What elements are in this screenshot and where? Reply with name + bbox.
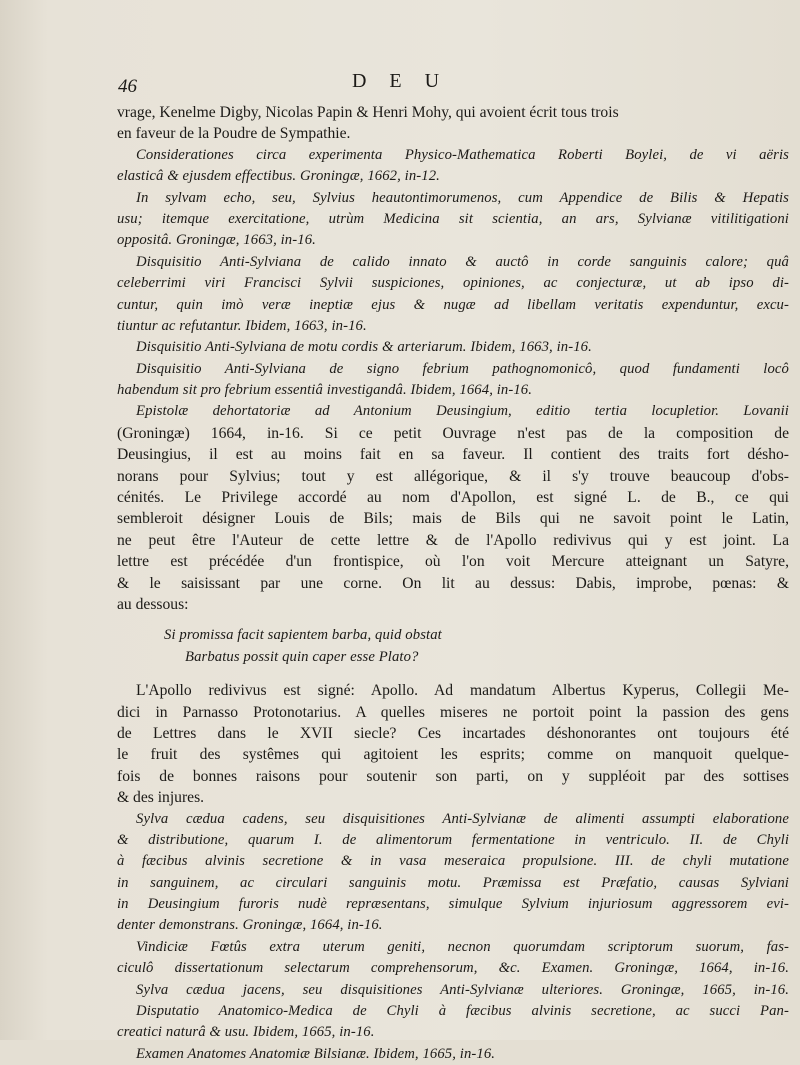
bibliography-line: Vindiciæ Fœtûs extra uterum geniti, necnon quorumdam scriptorum suorum, fas- bbox=[136, 938, 789, 955]
text-line: en faveur de la Poudre de Sympathie. bbox=[117, 125, 351, 143]
bibliography-line: tiuntur ac refutantur. Ibidem, 1663, in-16. bbox=[117, 317, 367, 334]
bibliography-line: cuntur, quin imò veræ ineptiæ ejus & nugæ ad libellam veritatis expenduntur, excu- bbox=[117, 296, 789, 313]
text-line: ne peut être l'Auteur de cette lettre & de l'Apollo redivivus qui y est joint. La bbox=[117, 531, 789, 549]
bibliography-line: habendum sit pro febrium essentiâ investigandâ. Ibidem, 1664, in-16. bbox=[117, 382, 533, 399]
text-line: de Lettres dans le XVII siecle? Ces incartades déshonorantes ont toujours été bbox=[117, 724, 789, 742]
bibliography-line: Disquisitio Anti-Sylviana de signo febrium pathognomonicô, quod fundamenti locô bbox=[136, 360, 789, 377]
bibliography-line: elasticâ & ejusdem effectibus. Groningæ, 1662, in-12. bbox=[117, 168, 440, 185]
verse-line: Si promissa facit sapientem barba, quid obstat bbox=[164, 627, 442, 644]
bibliography-line: Disquisitio Anti-Sylviana de calido innato & auctô in corde sanguinis calore; quâ bbox=[136, 253, 789, 270]
bibliography-line: & distributione, quarum I. de alimentorum fermentatione in ventriculo. II. de Chyli bbox=[117, 831, 789, 848]
bibliography-line: Epistolæ dehortatoriæ ad Antonium Deusingium, editio tertia locupletior. Lovanii bbox=[136, 403, 789, 420]
text-line: & des injures. bbox=[117, 789, 205, 807]
bibliography-line: oppositâ. Groningæ, 1663, in-16. bbox=[117, 232, 316, 249]
bibliography-line: Disputatio Anatomico-Medica de Chyli à fæcibus alvinis secretione, ac succi Pan- bbox=[136, 1003, 789, 1020]
text-line: sembleroit désigner Louis de Bils; mais de Bils qui ne savoit point le Latin, bbox=[117, 510, 789, 528]
bibliography-line: à fæcibus alvinis secretione & in vasa meseraica propulsione. III. de chyli mutatione bbox=[117, 853, 789, 870]
page-number: 46 bbox=[118, 76, 137, 97]
bibliography-line: in Deusingium furoris nudè repræsentans, simulque Sylvium injuriosum aggressorem evi- bbox=[117, 896, 789, 913]
text-line: dici in Parnasso Protonotarius. A quelles miseres ne portoit point la passion des gens bbox=[117, 703, 789, 721]
bibliography-line: In sylvam echo, seu, Sylvius heautontimorumenos, cum Appendice de Bilis & Hepatis bbox=[136, 189, 789, 206]
bibliography-line: ciculô dissertationum selectarum comprehensorum, &c. Examen. Groningæ, 1664, in-16. bbox=[117, 960, 789, 977]
text-line: le fruit des systêmes qui agitoient les esprits; comme on manquoit quelque- bbox=[117, 746, 789, 764]
bibliography-line: in sanguinem, ac circulari sanguinis motu. Præmissa est Præfatio, causas Sylviani bbox=[117, 874, 789, 891]
text-line: au dessous: bbox=[117, 595, 189, 613]
text-line: lettre est précédée d'un frontispice, où l'on voit Mercure atteignant un Satyre, bbox=[117, 553, 789, 571]
text-line: cénités. Le Privilege accordé au nom d'Apollon, est signé L. de B., ce qui bbox=[117, 489, 789, 507]
text-line: Deusingius, il est au moins fait en sa faveur. Il contient des traits fort désho- bbox=[117, 446, 789, 464]
bibliography-line: usu; itemque exercitatione, utrùm Medicina sit scientia, an ars, Sylvianæ vitilitigationi bbox=[117, 210, 789, 227]
running-head: D E U bbox=[351, 70, 449, 92]
text-line: & le saisissant par une corne. On lit au dessus: Dabis, improbe, pœnas: & bbox=[117, 574, 789, 592]
bibliography-line: Examen Anatomes Anatomiæ Bilsianæ. Ibidem, 1665, in-16. bbox=[136, 1045, 496, 1062]
bibliography-line: Disquisitio Anti-Sylviana de motu cordis & arteriarum. Ibidem, 1663, in-16. bbox=[136, 339, 592, 356]
bibliography-line: creatici naturâ & usu. Ibidem, 1665, in-16. bbox=[117, 1024, 375, 1041]
text-line: (Groningæ) 1664, in-16. Si ce petit Ouvrage n'est pas de la composition de bbox=[117, 424, 789, 442]
text-line: vrage, Kenelme Digby, Nicolas Papin & Henri Mohy, qui avoient écrit tous trois bbox=[117, 104, 619, 121]
body-text bbox=[117, 102, 789, 1065]
bibliography-line: celeberrimi viri Francisci Sylvii suspiciones, opiniones, ac conjecturæ, ut ab ipso di- bbox=[117, 275, 789, 292]
verse-line: Barbatus possit quin caper esse Plato? bbox=[185, 648, 419, 665]
text-line: fois de bonnes raisons pour soutenir son parti, on y suppléoit par des sottises bbox=[117, 767, 789, 785]
bibliography-line: Sylva cædua cadens, seu disquisitiones Anti-Sylvianæ de alimenti assumpti elaboratione bbox=[136, 810, 789, 827]
bibliography-line: Sylva cædua jacens, seu disquisitiones Anti-Sylvianæ ulteriores. Groningæ, 1665, in-16. bbox=[136, 981, 789, 998]
bibliography-line: denter demonstrans. Groningæ, 1664, in-16. bbox=[117, 917, 383, 934]
bibliography-line: Considerationes circa experimenta Physico-Mathematica Roberti Boylei, de vi aëris bbox=[136, 146, 789, 163]
text-line: norans pour Sylvius; tout y est allégorique, & il s'y trouve beaucoup d'obs- bbox=[117, 467, 789, 485]
text-line: L'Apollo redivivus est signé: Apollo. Ad mandatum Albertus Kyperus, Collegii Me- bbox=[136, 682, 789, 700]
